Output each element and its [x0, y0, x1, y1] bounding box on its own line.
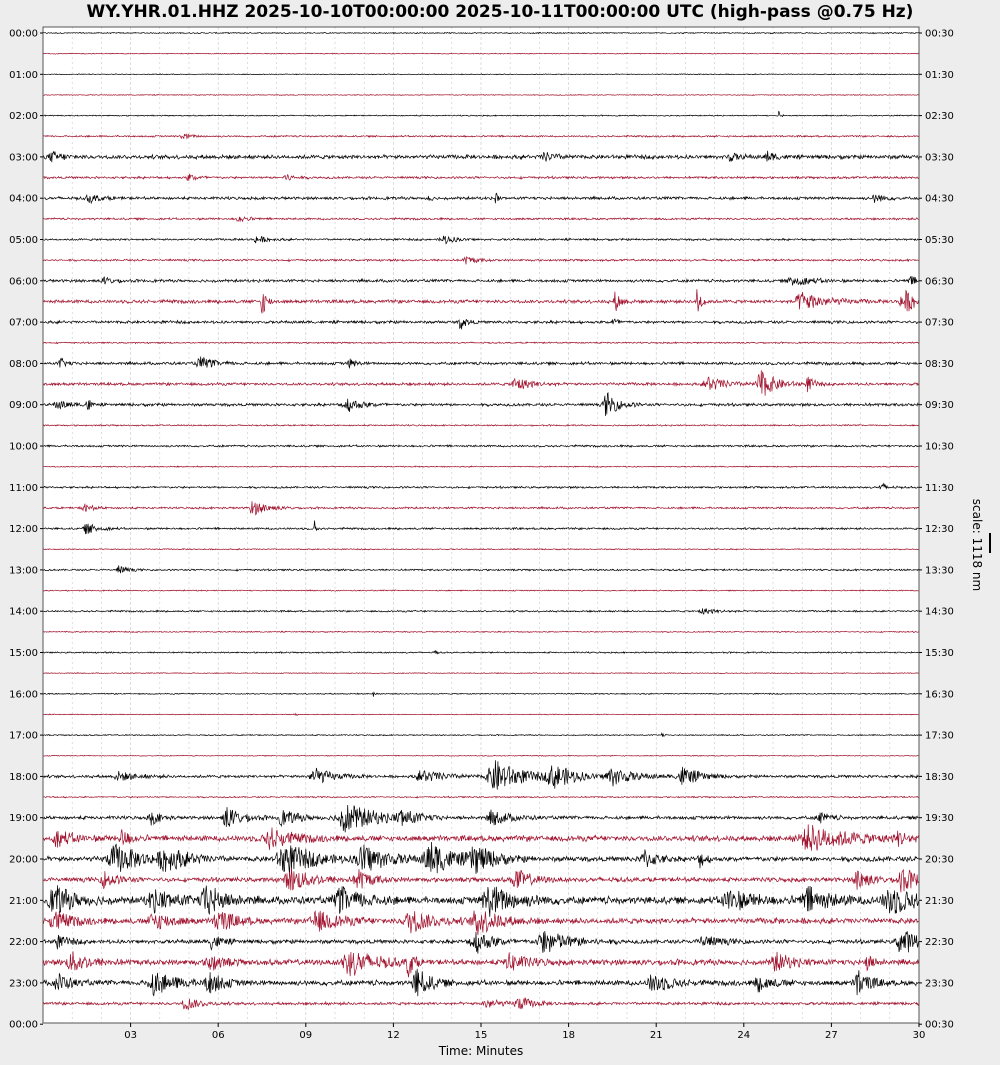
x-tick-label: 30 — [912, 1030, 926, 1041]
left-time-label: 11:00 — [9, 482, 38, 494]
x-tick-label: 24 — [737, 1030, 751, 1041]
right-time-label: 23:30 — [925, 978, 954, 990]
right-time-label: 06:30 — [925, 276, 954, 288]
right-time-label: 01:30 — [925, 69, 954, 81]
right-time-label: 20:30 — [925, 854, 954, 866]
right-time-label: 08:30 — [925, 358, 954, 370]
right-time-label: 00:30 — [925, 1019, 954, 1031]
left-time-label: 21:00 — [9, 895, 38, 907]
left-time-label: 03:00 — [9, 152, 38, 164]
left-time-label: 16:00 — [9, 689, 38, 701]
left-time-label: 04:00 — [9, 193, 38, 205]
right-time-label: 02:30 — [925, 111, 954, 123]
right-time-label: 03:30 — [925, 152, 954, 164]
right-time-label: 13:30 — [925, 565, 954, 577]
right-time-label: 17:30 — [925, 730, 954, 742]
x-axis-label: Time: Minutes — [438, 1044, 524, 1058]
right-time-label: 19:30 — [925, 813, 954, 825]
left-time-label: 02:00 — [9, 111, 38, 123]
left-time-label: 05:00 — [9, 235, 38, 246]
x-tick-label: 15 — [474, 1030, 488, 1041]
x-tick-label: 27 — [825, 1030, 838, 1041]
right-time-label: 15:30 — [925, 648, 954, 659]
left-time-label: 00:00 — [9, 28, 38, 40]
left-time-label: 13:00 — [9, 565, 38, 577]
right-time-label: 21:30 — [925, 895, 954, 907]
x-tick-label: 12 — [387, 1030, 400, 1041]
left-time-label: 18:00 — [9, 771, 38, 783]
right-time-label: 07:30 — [925, 317, 954, 329]
left-time-label: 10:00 — [9, 441, 38, 453]
x-tick-label: 03 — [124, 1030, 137, 1041]
left-time-label: 17:00 — [9, 730, 38, 742]
right-time-label: 11:30 — [925, 482, 954, 494]
left-time-label: 09:00 — [9, 400, 38, 412]
right-time-label: 04:30 — [925, 193, 954, 205]
left-time-label: 07:00 — [9, 317, 38, 329]
right-time-label: 18:30 — [925, 771, 954, 783]
right-time-label: 16:30 — [925, 689, 954, 701]
right-time-labels — [919, 29, 954, 1031]
x-tick-label: 06 — [211, 1030, 225, 1041]
chart-title: WY.YHR.01.HHZ 2025-10-10T00:00:00 2025-10-11T00:00:00 UTC (high-pass @0.75 Hz) — [86, 2, 914, 22]
left-time-label: 19:00 — [9, 813, 38, 825]
left-time-label: 08:00 — [9, 358, 38, 370]
right-time-label: 22:30 — [925, 937, 954, 949]
left-time-label: 14:00 — [9, 606, 38, 618]
right-time-label: 14:30 — [925, 606, 954, 618]
scale-label: scale: 1118 nm — [970, 498, 984, 592]
x-tick-label: 21 — [649, 1030, 663, 1041]
left-time-label: 20:00 — [9, 854, 38, 866]
left-time-label: 06:00 — [9, 276, 38, 288]
x-tick-label: 09 — [299, 1030, 313, 1041]
left-time-label: 22:00 — [9, 937, 38, 949]
left-time-label: 01:00 — [9, 69, 38, 81]
x-axis-ticks — [124, 1023, 925, 1041]
right-time-label: 00:30 — [925, 28, 954, 40]
right-time-label: 09:30 — [925, 400, 954, 412]
left-time-label: 15:00 — [9, 648, 38, 659]
left-time-labels — [9, 29, 43, 1031]
left-time-label: 12:00 — [9, 524, 38, 536]
right-time-label: 10:30 — [925, 441, 954, 453]
right-time-label: 05:30 — [925, 235, 954, 246]
left-time-label: 23:00 — [9, 978, 38, 990]
left-time-label: 00:00 — [9, 1019, 38, 1031]
x-tick-label: 18 — [562, 1030, 575, 1041]
right-time-label: 12:30 — [925, 524, 954, 536]
